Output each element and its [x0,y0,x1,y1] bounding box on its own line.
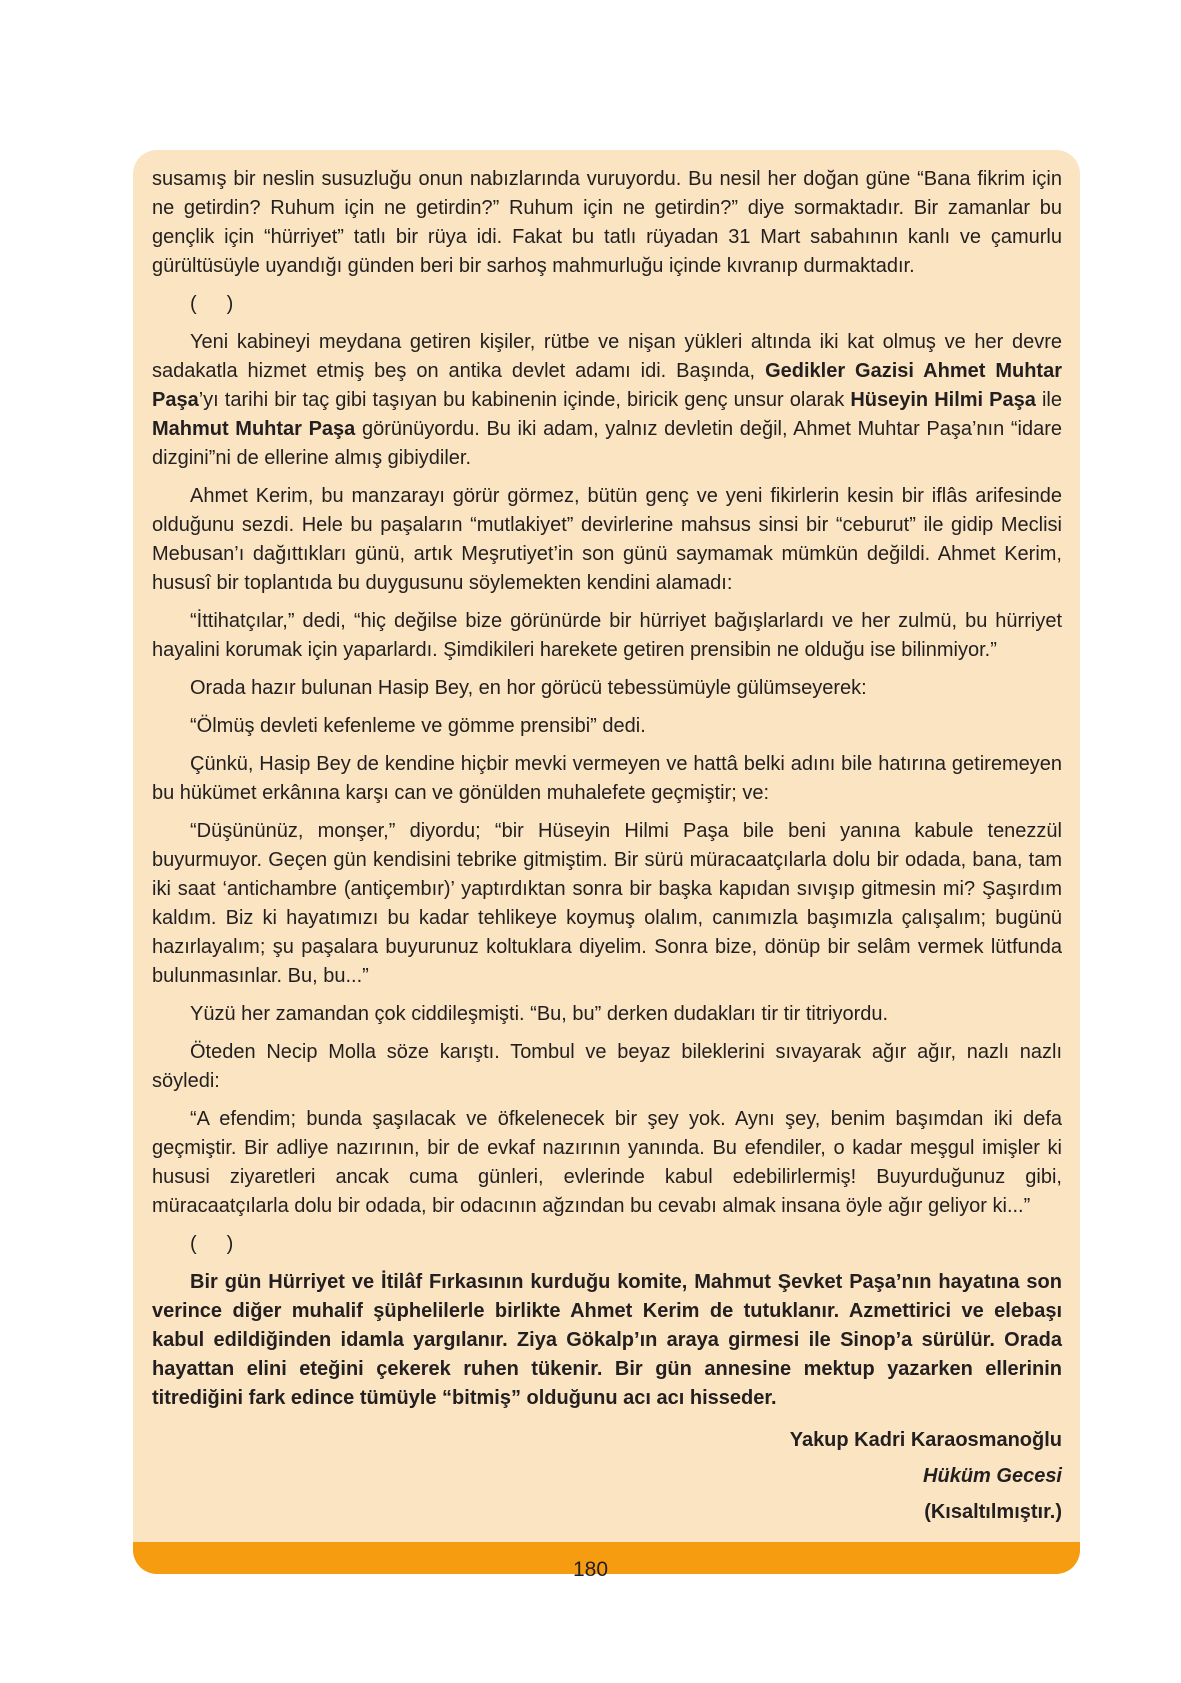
paragraph [152,482,1062,598]
text-run: görünüyordu. Bu iki adam, yalnız devletin değil, Ahmet Muhtar Paşa’nın “idare dizgini”ni de ellerine almış gibiydiler. [152,418,1062,469]
attribution-block [133,1413,1080,1539]
author-name: Yakup Kadri Karaosmanoğlu [789,1429,1062,1451]
paragraph [152,1038,1062,1096]
abridged-note: (Kısaltılmıştır.) [924,1501,1062,1523]
text-run: susamış bir neslin susuzluğu onun nabızlarında vuruyordu. Bu nesil her doğan güne “Bana fikrim için ne getirdin? Ruhum için ne getirdin?” Ruhum için ne getirdin?” diye sormaktadır. Bir zamanlar bu gençlik için “hürriyet” tatlı bir rüya idi. Fakat bu tatlı rüyadan 31 Mart sabahının kanlı ve çamurlu gürültüsüyle uyandığı günden beri bir sarhoş mahmurluğu içinde kıvranıp durmaktadır. [152,168,1062,277]
text-run: ( ) [190,293,234,315]
text-run: “İttihatçılar,” dedi, “hiç değilse bize görünürde bir hürriyet bağışlarlardı ve her zulmü, bu hürriyet hayalini korumak için yaparlardı. Şimdikileri harekete getiren prensibin ne olduğu ise bilinmiyor.” [152,610,1062,661]
text-run: Orada hazır bulunan Hasip Bey, en hor görücü tebessümüyle gülümseyerek: [190,677,867,699]
bold-text-run: Gedikler Gazisi Ahmet Muhtar Paşa [152,360,1062,411]
text-run: Yeni kabineyi meydana getiren kişiler, rütbe ve nişan yükleri altında iki kat olmuş ve her devre sadakatla hizmet etmiş beş on antika devlet adamı idi. Başında, [152,331,1062,382]
text-run: “A efendim; bunda şaşılacak ve öfkelenecek bir şey yok. Aynı şey, benim başımdan iki defa geçmiştir. Bir adliye nazırının, bir de evkaf nazırının yanında. Bu efendiler, o kadar meşgul imişler ki hususi ziyaretleri ancak cuma günleri, evlerinde kabul edebilirlermiş! Buyurduğunuz gibi, müracaatçılarla dolu bir odada, bir odacının ağzından bu cevabı almak insana öyle ağır geliyor ki...” [152,1108,1062,1217]
excerpt-paragraphs [133,150,1080,1413]
text-run: Çünkü, Hasip Bey de kendine hiçbir mevki vermeyen ve hattâ belki adını bile hatırına getiremeyen bu hükümet erkânına karşı can ve gönülden muhalefete geçmiştir; ve: [152,753,1062,804]
text-run: “Düşününüz, monşer,” diyordu; “bir Hüseyin Hilmi Paşa bile beni yanına kabule tenezzül buyurmuyor. Geçen gün kendisini tebrike gitmiştim. Bir sürü müracaatçılarla dolu bir odada, bana, tam iki saat ‘antichambre (antiçembır)’ yaptırdıktan sonra bir başka kapıdan sıvışıp gitmesin mi? Şaşırdım kaldım. Biz ki hayatımızı bu kadar tehlikeye koymuş olalım, canımızla başımızla çalışalım; bugünü hazırlayalım; şu paşalara buyurunuz koltuklara diyelim. Sonra bize, dönüp bir selâm vermek lütfunda bulunmasınlar. Bu, bu...” [152,820,1062,987]
paragraph [152,750,1062,808]
bold-text-run: Hüseyin Hilmi Paşa [850,389,1036,411]
paragraph [152,674,1062,703]
text-run: Ahmet Kerim, bu manzarayı görür görmez, bütün genç ve yeni fikirlerin kesin bir iflâs arifesinde olduğunu sezdi. Hele bu paşaların “mutlakiyet” devirlerine mahsus sinsi bir “ceburut” ile gidip Meclisi Mebusan’ı dağıttıkları günü, artık Meşrutiyet’in son günü saymamak mümkün değildi. Ahmet Kerim, hususî bir toplantıda bu duygusunu söylemekten kendini alamadı: [152,485,1062,594]
text-run: Yüzü her zamandan çok ciddileşmişti. “Bu, bu” derken dudakları tir tir titriyordu. [190,1003,889,1025]
paragraph [152,328,1062,473]
paragraph [152,607,1062,665]
paragraph [152,1000,1062,1029]
omission-mark [152,1230,1062,1259]
text-run: ( ) [190,1233,234,1255]
text-run: “Ölmüş devleti kefenleme ve gömme prensibi” dedi. [190,715,646,737]
bold-text-run: Bir gün Hürriyet ve İtilâf Fırkasının kurduğu komite, Mahmut Şevket Paşa’nın hayatına son verince diğer muhalif şüphelilerle birlikte Ahmet Kerim de tutuklanır. Azmettirici ve elebaşı kabul edildiğinden idamla yargılanır. Ziya Gökalp’ın araya girmesi ile Sinop’a sürülür. Orada hayattan elini eteğini çekerek ruhen tükenir. Bir gün annesine mektup yazarken ellerinin titrediğini fark edince tümüyle “bitmiş” olduğunu acı acı hisseder. [152,1271,1062,1409]
text-run: ile [1035,389,1062,411]
paragraph [152,1268,1062,1413]
paragraph [152,712,1062,741]
text-run: Öteden Necip Molla söze karıştı. Tombul ve beyaz bileklerini sıvayarak ağır ağır, nazlı nazlı söyledi: [152,1041,1062,1092]
paragraph [152,1105,1062,1221]
bold-text-run: Mahmut Muhtar Paşa [152,418,356,440]
paragraph [152,817,1062,991]
excerpt-box [133,150,1080,1574]
paragraph [152,165,1062,281]
page-number: 180 [572,1558,609,1581]
omission-mark [152,290,1062,319]
text-run: ’yı tarihi bir taç gibi taşıyan bu kabinenin içinde, biricik genç unsur olarak [198,389,851,411]
work-title: Hüküm Gecesi [923,1465,1062,1487]
